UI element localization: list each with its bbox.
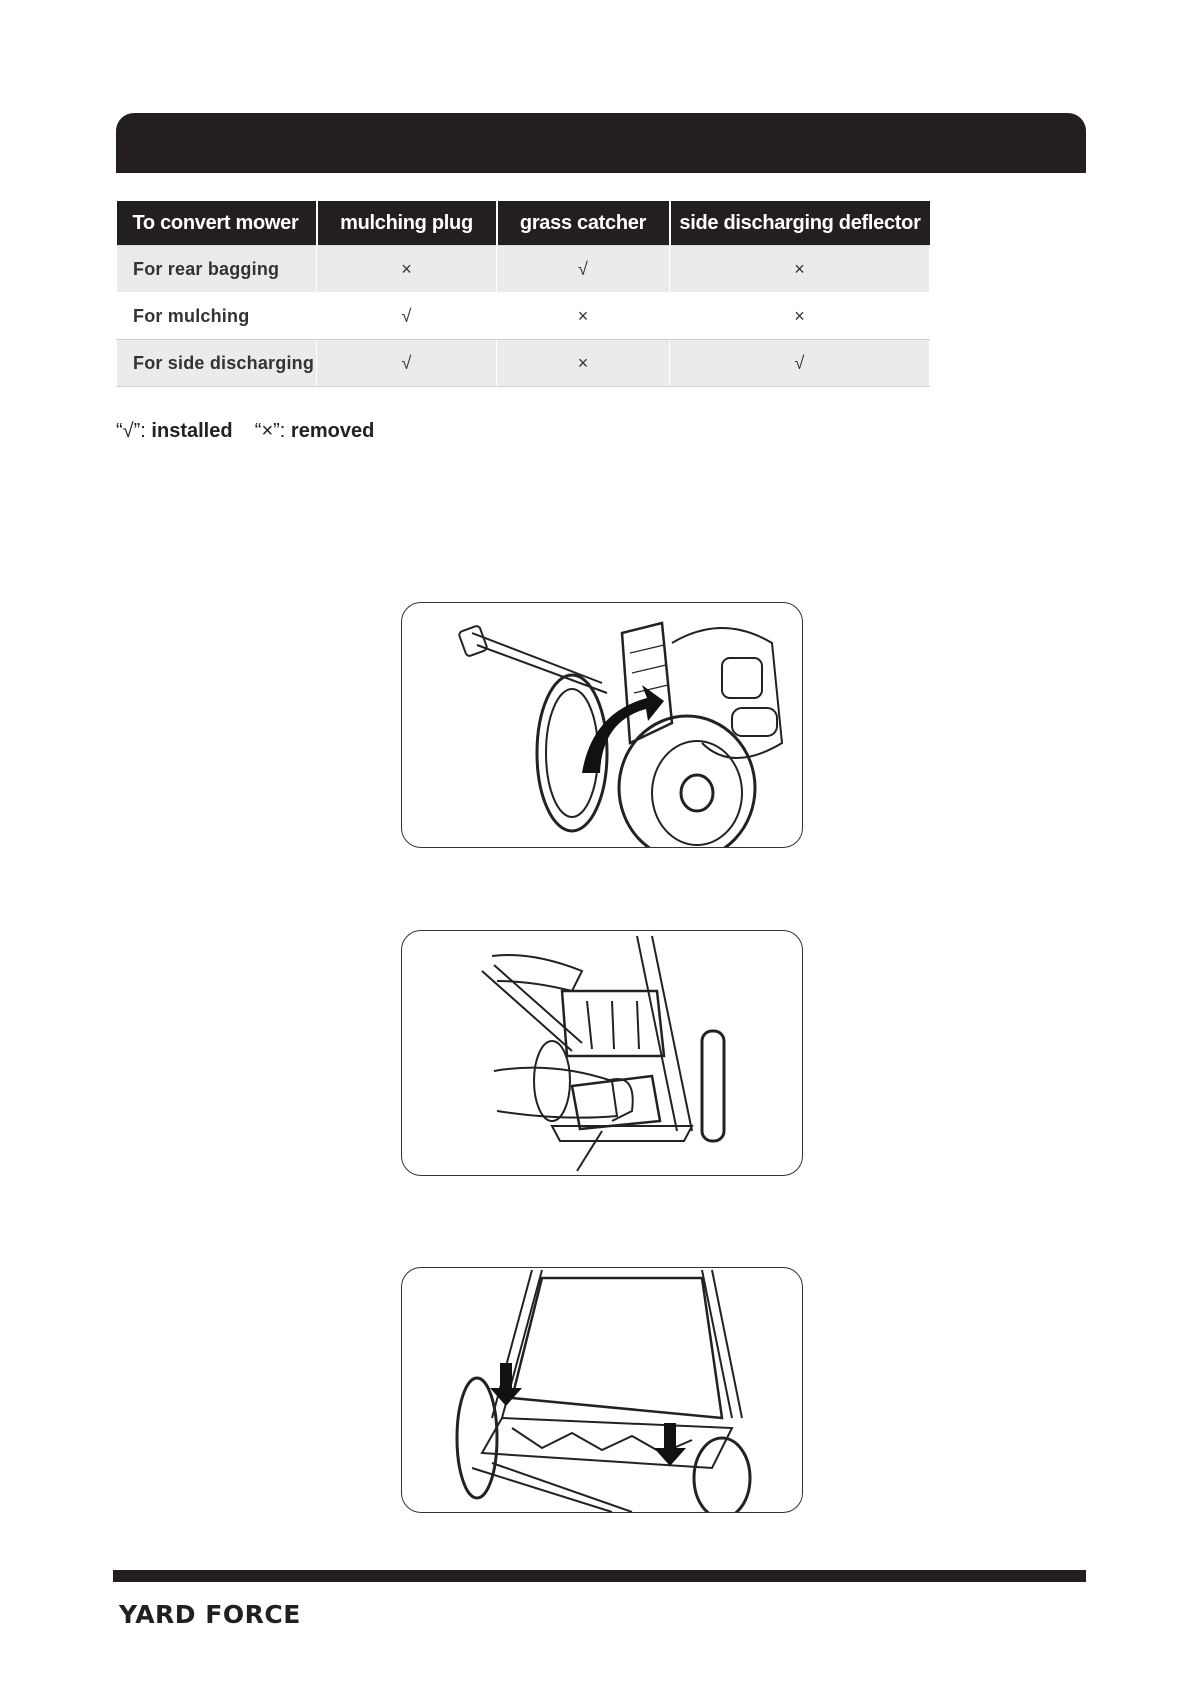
table-header-row — [117, 201, 930, 246]
figure-rear-flap-open — [401, 602, 803, 848]
table-row — [117, 340, 930, 387]
column-header: mulching plug — [317, 201, 497, 246]
figure-grass-catcher-install — [401, 1267, 803, 1513]
section-header-bar — [116, 113, 1086, 173]
table-cell: √ — [317, 340, 497, 387]
symbol-legend — [116, 420, 374, 443]
table-cell: × — [497, 340, 670, 387]
grass-catcher-install-illustration — [402, 1268, 802, 1512]
row-label: For rear bagging — [117, 246, 317, 293]
table-row — [117, 293, 930, 340]
table-cell: × — [317, 246, 497, 293]
table-cell: × — [670, 246, 930, 293]
row-label: For side discharging — [117, 340, 317, 387]
table-cell: × — [670, 293, 930, 340]
installed-label: installed — [151, 420, 233, 442]
table-cell: × — [497, 293, 670, 340]
mulching-plug-removal-illustration — [402, 931, 802, 1175]
removed-symbol: “×”: — [254, 420, 286, 442]
conversion-table — [116, 201, 930, 387]
column-header: side discharging deflector — [670, 201, 930, 246]
footer-bar — [113, 1570, 1086, 1582]
table-row — [117, 246, 930, 293]
row-label: For mulching — [117, 293, 317, 340]
removed-label: removed — [290, 420, 375, 442]
figure-mulching-plug-removal — [401, 930, 803, 1176]
column-header: To convert mower — [117, 201, 317, 246]
table-cell: √ — [317, 293, 497, 340]
table-cell: √ — [497, 246, 670, 293]
column-header: grass catcher — [497, 201, 670, 246]
mower-rear-flap-open-illustration — [402, 603, 802, 847]
table-cell: √ — [670, 340, 930, 387]
brand-logo: YARD FORCE — [119, 1600, 301, 1629]
installed-symbol: “√”: — [116, 420, 146, 442]
